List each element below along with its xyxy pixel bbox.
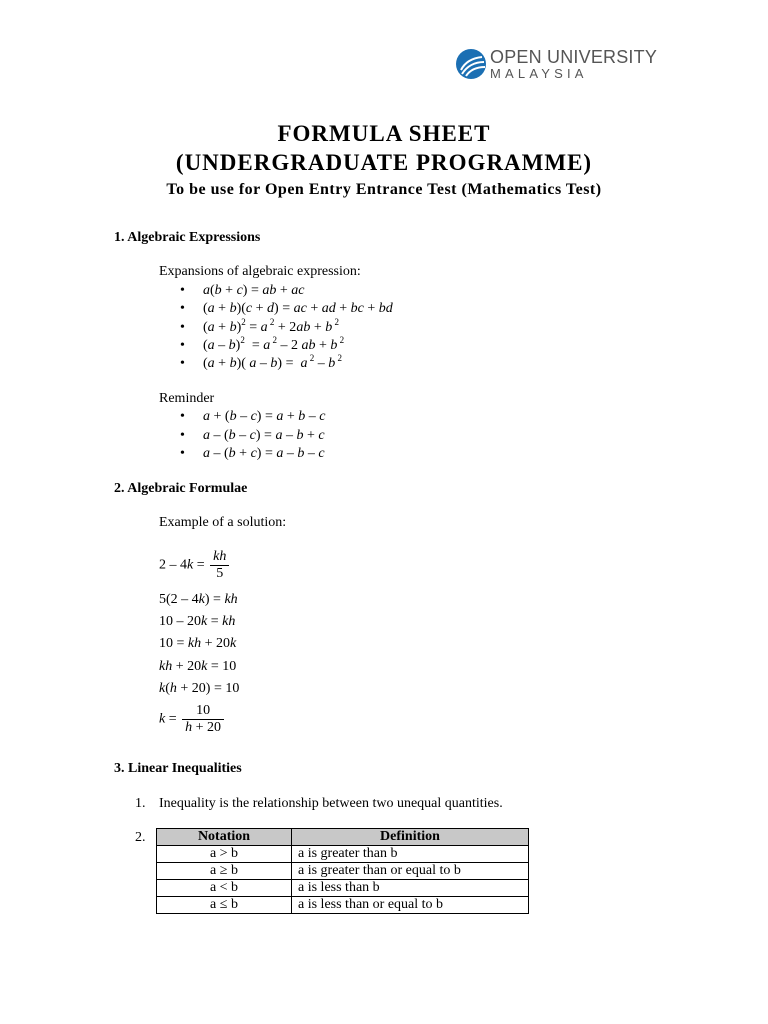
page-subtitle: (UNDERGRADUATE PROGRAMME) xyxy=(175,150,593,175)
table-header-definition: Definition xyxy=(292,829,529,846)
solution-step-5: kh + 20k = 10 xyxy=(159,659,237,674)
solution-step-1: 2 – 4k = $\frac{kh}{5}$ xyxy=(159,549,231,582)
reminder-formula-3: • a – (b + c) = a – b – c xyxy=(180,446,325,461)
notation-cell: a ≥ b xyxy=(157,863,292,880)
logo-line1: OPEN UNIVERSITY xyxy=(490,47,658,67)
reminder-label: Reminder xyxy=(159,391,215,406)
solution-step-4: 10 = kh + 20k xyxy=(159,636,237,651)
definition-cell: a is greater than or equal to b xyxy=(292,863,529,880)
reminder-formula-1: • a + (b – c) = a + b – c xyxy=(180,409,326,424)
section3-heading: 3. Linear Inequalities xyxy=(114,761,242,776)
notation-cell: a < b xyxy=(157,880,292,897)
section2-heading: 2. Algebraic Formulae xyxy=(114,481,248,496)
notation-cell: a ≤ b xyxy=(157,897,292,914)
page-purpose: To be use for Open Entry Entrance Test (Mathematics Test) xyxy=(166,181,602,198)
reminder-formula-2: • a – (b – c) = a – b + c xyxy=(180,428,325,443)
table-row xyxy=(157,846,529,863)
oum-globe-icon xyxy=(455,48,487,80)
solution-step-6: k(h + 20) = 10 xyxy=(159,681,240,696)
expansion-formula-4: • (a – b)$^2$ = a $^2$ – 2 ab + b $^2$ xyxy=(180,335,345,353)
expansion-formula-1: • a(b + c) = ab + ac xyxy=(180,283,305,298)
table-header-notation: Notation xyxy=(157,829,292,846)
expansion-formula-5: • (a + b)( a – b) = a $^2$ – b $^2$ xyxy=(180,353,342,371)
notation-cell: a > b xyxy=(157,846,292,863)
section1-heading: 1. Algebraic Expressions xyxy=(114,230,261,245)
oum-logo xyxy=(455,48,657,80)
solution-step-2: 5(2 – 4k) = kh xyxy=(159,592,238,607)
table-row xyxy=(157,880,529,897)
expansions-label: Expansions of algebraic expression: xyxy=(159,264,361,279)
definition-cell: a is less than or equal to b xyxy=(292,897,529,914)
definition-cell: a is greater than b xyxy=(292,846,529,863)
inequality-notation-table xyxy=(156,828,529,914)
item2-number: 2. xyxy=(135,830,146,845)
table-row xyxy=(157,863,529,880)
logo-line2: MALAYSIA xyxy=(490,66,588,81)
item1-text: Inequality is the relationship between two unequal quantities. xyxy=(159,796,503,811)
expansion-formula-3: • $(a + b)^2 = a$ $^2$ + 2ab + b $^2$ xyxy=(180,317,339,335)
item1-number: 1. xyxy=(135,796,146,811)
page-title: FORMULA SHEET xyxy=(277,121,491,146)
table-row xyxy=(157,897,529,914)
solution-step-7: k = $\frac{10}{h + 20}$ xyxy=(159,703,226,736)
expansion-formula-2: • (a + b)(c + d) = ac + ad + bc + bd xyxy=(180,301,393,316)
example-label: Example of a solution: xyxy=(159,515,287,530)
solution-step-3: 10 – 20k = kh xyxy=(159,614,236,629)
definition-cell: a is less than b xyxy=(292,880,529,897)
table-header-row xyxy=(157,829,529,846)
